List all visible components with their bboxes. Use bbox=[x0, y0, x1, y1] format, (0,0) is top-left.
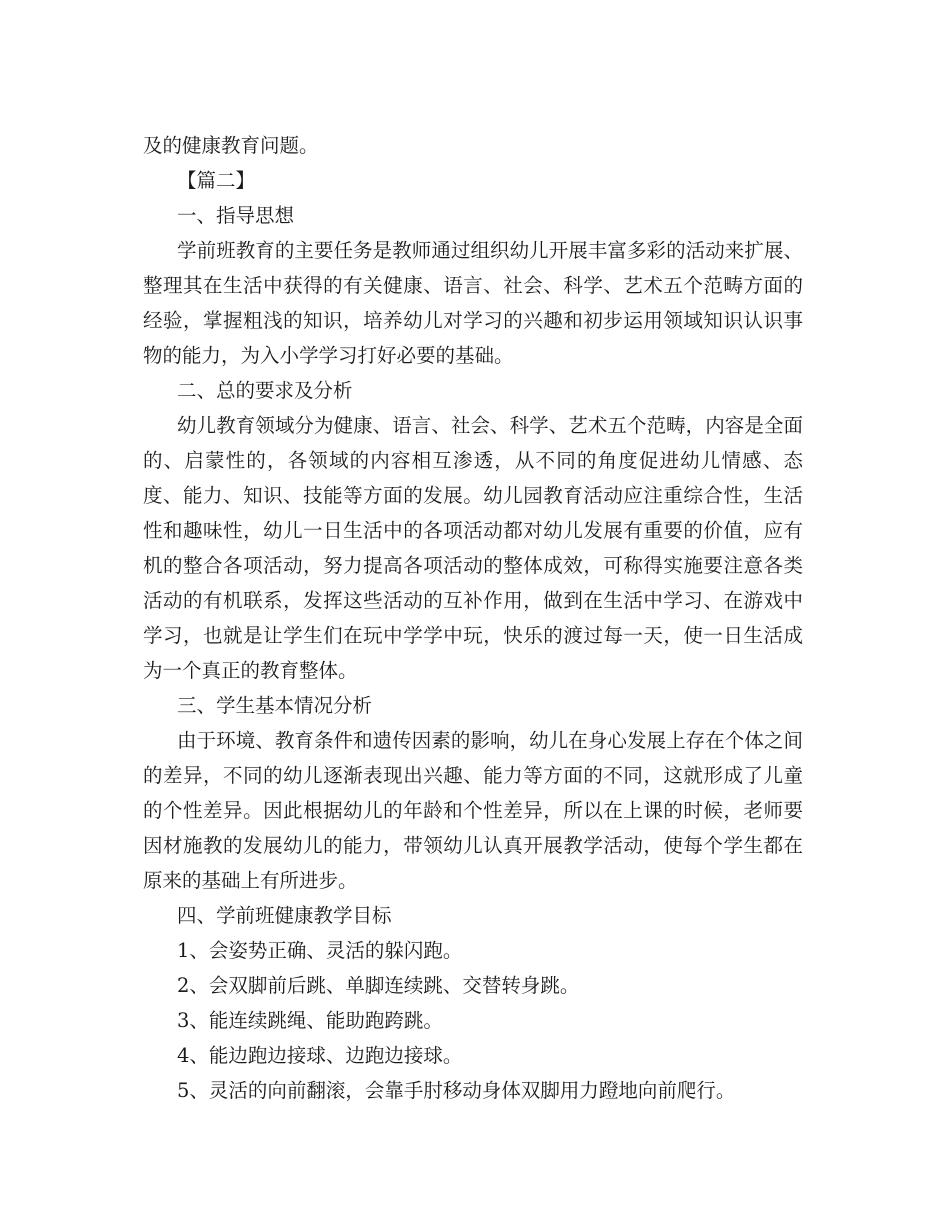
heading-student-analysis: 三、学生基本情况分析 bbox=[177, 694, 373, 717]
goal-item-3: 3、能连续跳绳、能助跑跨跳。 bbox=[177, 1009, 443, 1032]
paragraph-guiding-ideology: 学前班教育的主要任务是教师通过组织幼儿开展丰富多彩的活动来扩展、整理其在生活中获得的有关健康、语言、社会、科学、艺术五个范畴方面的经验，掌握粗浅的知识，培养幼儿对学习的兴趣和初步运用领域知识认识事物的能力，为入小学学习打好必要的基础。 bbox=[143, 239, 803, 367]
section-marker: 【篇二】 bbox=[177, 169, 256, 192]
heading-general-requirements: 二、总的要求及分析 bbox=[177, 379, 353, 402]
paragraph-continuation: 及的健康教育问题。 bbox=[143, 134, 319, 157]
heading-guiding-ideology: 一、指导思想 bbox=[177, 204, 295, 227]
heading-health-goals: 四、学前班健康教学目标 bbox=[177, 904, 392, 927]
goal-item-1: 1、会姿势正确、灵活的躲闪跑。 bbox=[177, 939, 463, 962]
paragraph-student-analysis: 由于环境、教育条件和遗传因素的影响，幼儿在身心发展上存在个体之间的差异，不同的幼儿逐渐表现出兴趣、能力等方面的不同，这就形成了儿童的个性差异。因此根据幼儿的年龄和个性差异，所以在上课的时候，老师要因材施教的发展幼儿的能力，带领幼儿认真开展教学活动，使每个学生都在原来的基础上有所进步。 bbox=[143, 729, 803, 892]
document-body bbox=[143, 128, 803, 1108]
goal-item-4: 4、能边跑边接球、边跑边接球。 bbox=[177, 1044, 463, 1067]
paragraph-general-requirements: 幼儿教育领域分为健康、语言、社会、科学、艺术五个范畴，内容是全面的、启蒙性的，各领域的内容相互渗透，从不同的角度促进幼儿情感、态度、能力、知识、技能等方面的发展。幼儿园教育活动应注重综合性，生活性和趣味性，幼儿一日生活中的各项活动都对幼儿发展有重要的价值，应有机的整合各项活动，努力提高各项活动的整体成效，可称得实施要注意各类活动的有机联系，发挥这些活动的互补作用，做到在生活中学习、在游戏中学习，也就是让学生们在玩中学学中玩，快乐的渡过每一天，使一日生活成为一个真正的教育整体。 bbox=[143, 414, 803, 682]
goal-item-5: 5、灵活的向前翻滚，会靠手肘移动身体双脚用力蹬地向前爬行。 bbox=[177, 1079, 736, 1102]
goal-item-2: 2、会双脚前后跳、单脚连续跳、交替转身跳。 bbox=[177, 974, 580, 997]
